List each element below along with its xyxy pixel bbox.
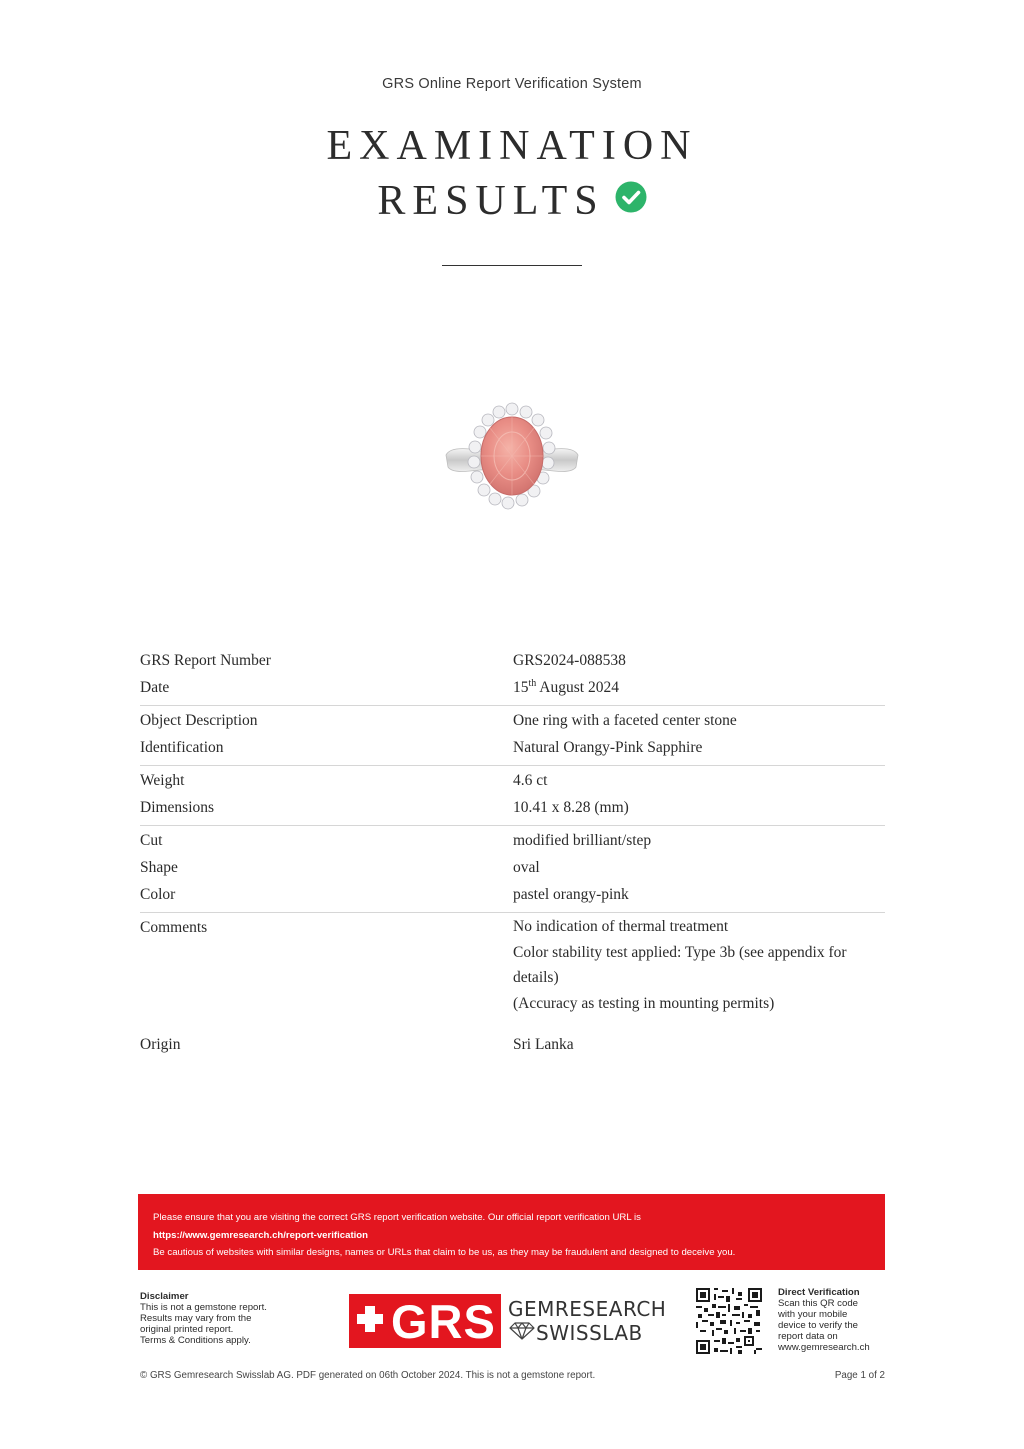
qr-code-icon[interactable] [696,1288,762,1354]
terms-link[interactable]: Terms & Conditions apply. [140,1335,251,1346]
direct-verification-line: report data on [778,1331,838,1342]
date-month-year: August 2024 [536,679,619,696]
date-suffix: th [528,677,537,689]
disclaimer [140,1291,300,1346]
label-cut: Cut [140,832,163,849]
comment-line: Color stability test applied: Type 3b (see appendix for [513,943,847,961]
disclaimer-title: Disclaimer [140,1291,189,1302]
row-shape [140,854,885,881]
logo-wordmark [508,1297,666,1345]
row-report-number [140,647,885,674]
direct-verification-line: Scan this QR code [778,1298,858,1309]
label-object-description: Object Description [140,712,258,729]
row-identification [140,734,885,761]
label-date: Date [140,679,170,696]
logo-word-swisslab-row [508,1321,666,1345]
row-dimensions [140,794,885,821]
page-number: Page 1 of 2 [834,1370,885,1381]
row-comments [140,914,885,1016]
row-cut [140,827,885,854]
title-divider [442,265,582,266]
headline-line2: RESULTS [377,178,605,224]
label-weight: Weight [140,772,185,789]
value-color: pastel orangy-pink [513,886,629,903]
diamond-icon [508,1321,536,1345]
grs-logo [349,1294,666,1348]
row-date [140,674,885,701]
label-report-number: GRS Report Number [140,652,271,669]
direct-verification [778,1287,888,1353]
verification-url-link[interactable]: https://www.gemresearch.ch/report-verification [153,1229,369,1241]
headline-results [0,177,1024,228]
value-report-number: GRS2024-088538 [513,652,626,669]
warning-text: Please ensure that you are visiting the correct GRS report verification website. Our official report verification URL is [153,1212,641,1223]
gemresearch-website-link[interactable]: www.gemresearch.ch [778,1342,870,1353]
row-weight [140,767,885,794]
value-identification: Natural Orangy-Pink Sapphire [513,739,703,756]
report-table [140,646,885,1062]
row-object-description [140,707,885,734]
page-footer [140,1370,885,1381]
logo-word-swisslab: SWISSLAB [536,1321,643,1345]
comment-line: details) [513,969,559,986]
label-shape: Shape [140,859,178,876]
ring-photo [440,395,584,525]
label-origin: Origin [140,1036,181,1053]
label-identification: Identification [140,739,224,756]
group-comments-origin [140,913,885,1062]
label-dimensions: Dimensions [140,799,215,816]
group-report-info [140,646,885,706]
value-origin: Sri Lanka [513,1036,574,1053]
group-appearance [140,826,885,913]
row-color [140,881,885,908]
date-day: 15 [513,679,529,696]
value-dimensions: 10.41 x 8.28 (mm) [513,799,629,816]
footer-copyright: © GRS Gemresearch Swisslab AG. PDF generated on 06th October 2024. This is not a gemstone report. [140,1370,596,1381]
comment-line: No indication of thermal treatment [513,918,729,935]
value-shape: oval [513,859,540,876]
direct-verification-title: Direct Verification [778,1287,860,1298]
direct-verification-line: device to verify the [778,1320,858,1331]
value-object-description: One ring with a faceted center stone [513,712,737,729]
value-comments [513,914,885,1016]
headline-examination [0,122,1024,170]
check-circle-icon [615,176,647,224]
group-measurements [140,766,885,826]
comment-line: (Accuracy as testing in mounting permits) [513,994,775,1012]
logo-grs-text: GRS [391,1294,496,1348]
system-title: GRS Online Report Verification System [382,76,642,92]
disclaimer-line: Results may vary from the [140,1313,252,1324]
warning-caution-text: Be cautious of websites with similar designs, names or URLs that claim to be us, as they may be fraudulent and designed to deceive you. [153,1247,736,1258]
headline-line1: EXAMINATION [326,123,698,169]
group-object [140,706,885,766]
label-color: Color [140,886,176,903]
disclaimer-line: original printed report. [140,1324,234,1335]
logo-word-gemresearch: GEMRESEARCH [508,1297,667,1321]
row-origin [140,1031,885,1058]
value-date [513,674,885,701]
value-cut: modified brilliant/step [513,832,652,849]
value-weight: 4.6 ct [513,772,548,789]
direct-verification-line: with your mobile [778,1309,848,1320]
label-comments: Comments [140,919,208,936]
logo-mark [349,1294,501,1348]
disclaimer-line: This is not a gemstone report. [140,1302,267,1313]
fraud-warning-banner [138,1194,885,1270]
swiss-cross-icon [355,1304,385,1339]
